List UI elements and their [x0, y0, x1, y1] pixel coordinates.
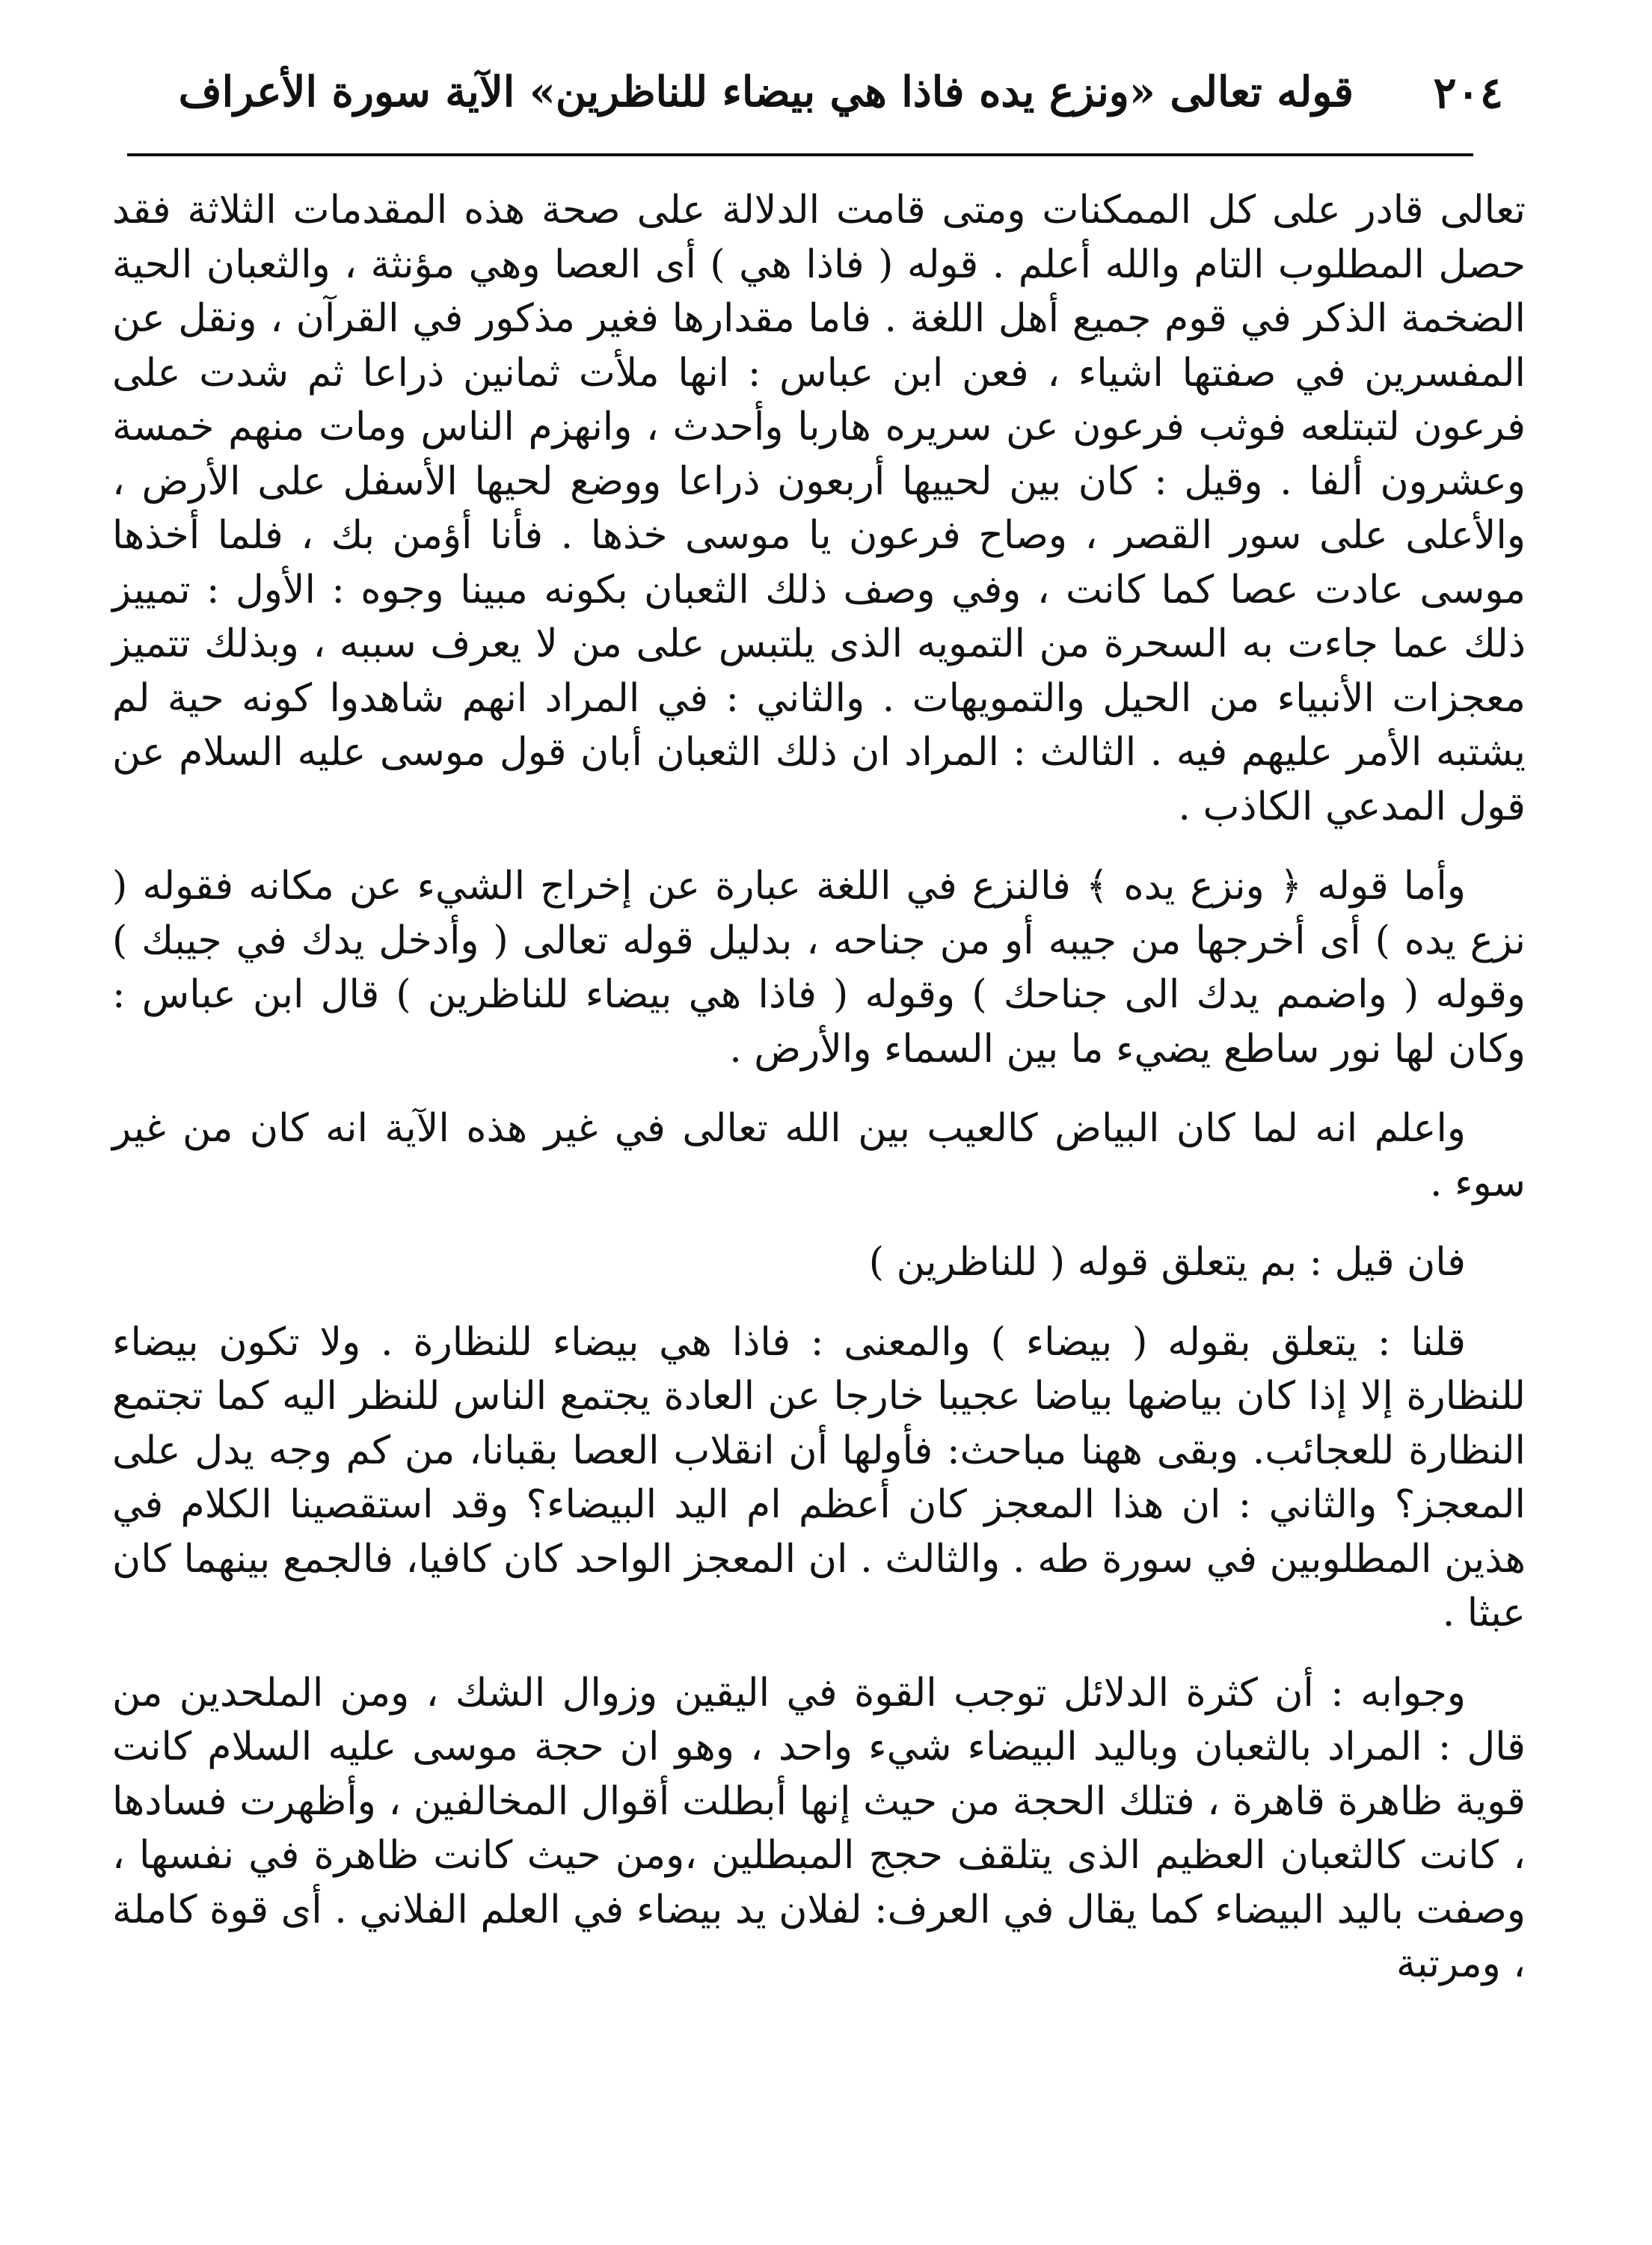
paragraph-6: وجوابه : أن كثرة الدلائل توجب القوة في اليقين وزوال الشك ، ومن الملحدين من قال : المراد بالثعبان وباليد البيضاء شيء واحد ، وهو ان حجة موسى عليه السلام كانت قوية ظاهرة قاهرة ، فتلك الحجة من حيث إنها أبطلت أقوال المخالفين ، وأظهرت فسادها ، كانت كالثعبان العظيم الذى يتلقف حجج المبطلين ،ومن حيث كانت ظاهرة في نفسها ، وصفت باليد البيضاء كما يقال في العرف: لفلان يد بيضاء في العلم الفلاني . أى قوة كاملة ، ومرتبة	[112, 1670, 1526, 1986]
header-divider	[127, 153, 1473, 156]
paragraph-3: واعلم انه لما كان البياض كالعيب بين الله تعالى في غير هذه الآية انه كان من غير سوء .	[112, 1106, 1526, 1206]
running-title: قوله تعالى «ونزع يده فاذا هي بيضاء للناظرين» الآية سورة الأعراف	[178, 67, 1354, 117]
page-number: ٢٠٤	[1433, 67, 1503, 118]
paragraph-1: تعالى قادر على كل الممكنات ومتى قامت الدلالة على صحة هذه المقدمات الثلاثة فقد حصل المطلوب التام والله أعلم . قوله ( فاذا هي ) أى العصا وهي مؤنثة ، والثعبان الحية الضخمة الذكر في قوم جميع أهل اللغة . فاما مقدارها فغير مذكور في القرآن ، ونقل عن المفسرين في صفتها اشياء ، فعن ابن عباس : انها ملأت ثمانين ذراعا ثم شدت على فرعون لتبتلعه فوثب فرعون عن سريره هاربا وأحدث ، وانهزم الناس ومات منهم خمسة وعشرون ألفا . وقيل : كان بين لحييها أربعون ذراعا ووضع لحيها الأسفل على الأرض ، والأعلى على سور القصر ، وصاح فرعون يا موسى خذها . فأنا أؤمن بك ، فلما أخذها موسى عادت عصا كما كانت ، وفي وصف ذلك الثعبان بكونه مبينا وجوه : الأول : تمييز ذلك عما جاءت به السحرة من التمويه الذى يلتبس على من لا يعرف سببه ، وبذلك تتميز معجزات الأنبياء من الحيل والتمويهات . والثاني : في المراد انهم شاهدوا كونه حية لم يشتبه الأمر عليهم فيه . الثالث : المراد ان ذلك الثعبان أبان قول موسى عليه السلام عن قول المدعي الكاذب .	[112, 188, 1526, 829]
paragraph-5: قلنا : يتعلق بقوله ( بيضاء ) والمعنى : فاذا هي بيضاء للنظارة . ولا تكون بيضاء للنظارة إلا إذا كان بياضها بياضا عجيبا خارجا عن العادة يجتمع الناس للنظر اليه كما تجتمع النظارة للعجائب. وبقى ههنا مباحث: فأولها أن انقلاب العصا بقبانا، من كم وجه يدل على المعجز؟ والثاني : ان هذا المعجز كان أعظم ام اليد البيضاء؟ وقد استقصينا الكلام في هذين المطلوبين في سورة طه . والثالث . ان المعجز الواحد كان كافيا، فالجمع بينهما كان عبثا .	[112, 1319, 1526, 1636]
paragraph-2: وأما قوله ﴿ ونزع يده ﴾ فالنزع في اللغة عبارة عن إخراج الشيء عن مكانه فقوله ( نزع يده ) أى أخرجها من جيبه أو من جناحه ، بدليل قوله تعالى ( وأدخل يدك في جيبك ) وقوله ( واضمم يدك الى جناحك ) وقوله ( فاذا هي بيضاء للناظرين ) قال ابن عباس : وكان لها نور ساطع يضيء ما بين السماء والأرض .	[112, 864, 1526, 1072]
page-header	[127, 60, 1518, 142]
body-text	[112, 183, 1526, 1991]
paragraph-4: فان قيل : بم يتعلق قوله ( للناظرين )	[868, 1240, 1466, 1285]
